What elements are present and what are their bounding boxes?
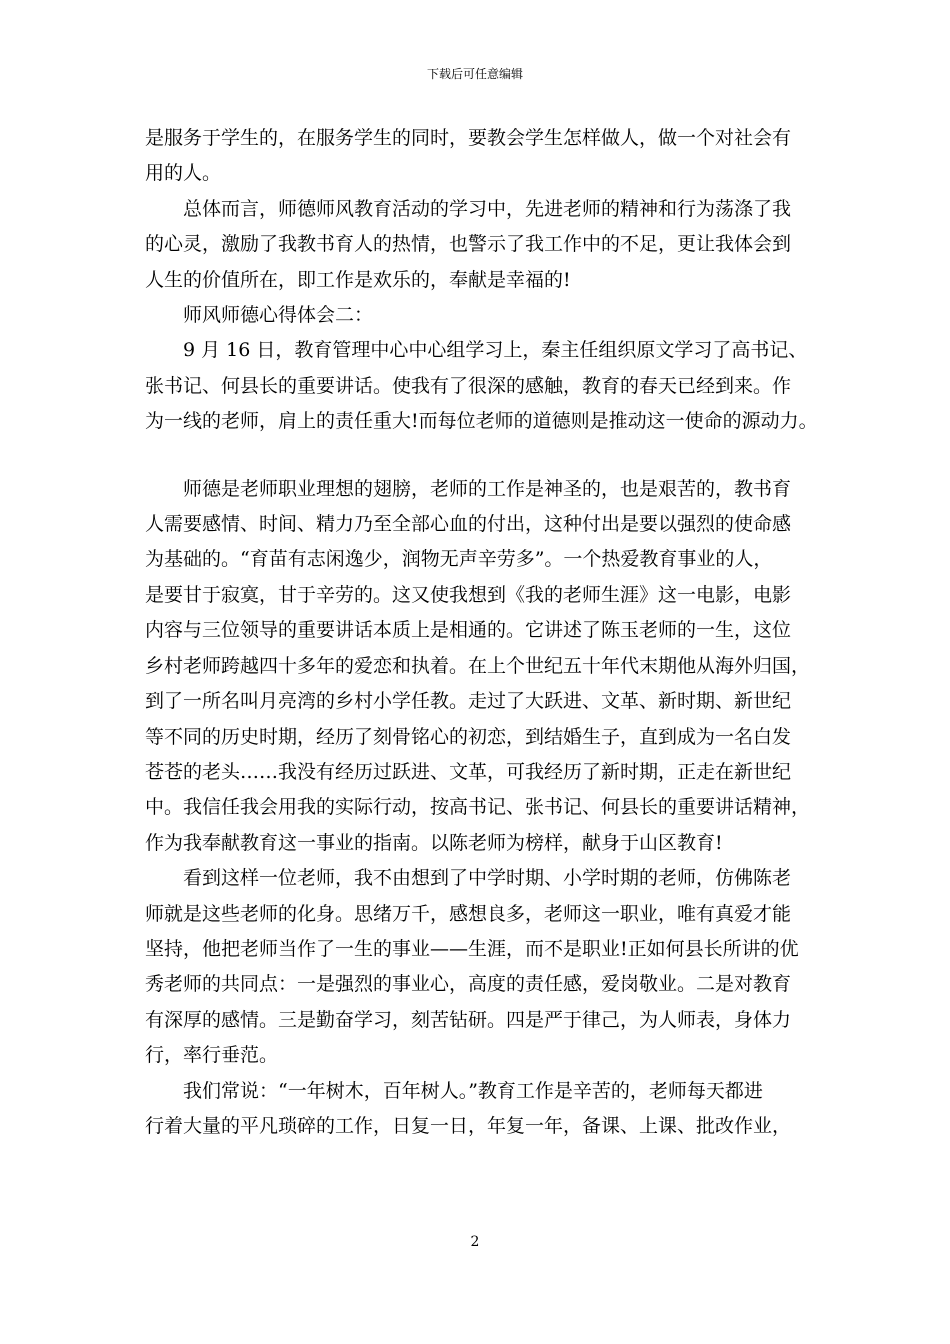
text-line: 师就是这些老师的化身。思绪万千，感想良多，老师这一职业，唯有真爱才能: [145, 902, 792, 925]
text-line: 等不同的历史时期，经历了刻骨铭心的初恋，到结婚生子，直到成为一名白发: [145, 725, 792, 748]
text-line: 有深厚的感情。三是勤奋学习，刻苦钻研。四是严于律己，为人师表，身体力: [145, 1008, 792, 1031]
text-line: 行着大量的平凡琐碎的工作，日复一日，年复一年，备课、上课、批改作业，: [145, 1114, 792, 1137]
text-line: 师德是老师职业理想的翅膀，老师的工作是神圣的，也是艰苦的，教书育: [145, 477, 792, 500]
text-line: 为一线的老师，肩上的责任重大!而每位老师的道德则是推动这一使命的源动力。: [145, 410, 818, 433]
section-heading: 师风师德心得体会二：: [145, 304, 374, 327]
text-line: 我们常说：“一年树木，百年树人。”教育工作是辛苦的，老师每天都进: [145, 1079, 763, 1102]
text-line: 总体而言，师德师风教育活动的学习中，先进老师的精神和行为荡涤了我: [145, 197, 792, 220]
text-line: 为基础的。“育苗有志闲逸少，润物无声辛劳多”。一个热爱教育事业的人，: [145, 548, 773, 571]
document-body: [145, 121, 817, 1144]
text-line: 内容与三位领导的重要讲话本质上是相通的。它讲述了陈玉老师的一生，这位: [145, 619, 792, 642]
text-line: 坚持，他把老师当作了一生的事业——生涯，而不是职业!正如何县长所讲的优: [145, 937, 799, 960]
text-line: 人生的价值所在，即工作是欢乐的，奉献是幸福的!: [145, 268, 571, 291]
page-number: 2: [470, 1234, 480, 1250]
text-line: 到了一所名叫月亮湾的乡村小学任教。走过了大跃进、文革、新时期、新世纪: [145, 690, 792, 713]
text-line: 是要甘于寂寞，甘于辛劳的。这又使我想到《我的老师生涯》这一电影，电影: [145, 583, 792, 606]
text-line: 秀老师的共同点：一是强烈的事业心，高度的责任感，爱岗敬业。二是对教育: [145, 973, 792, 996]
page-header: 下载后可任意编辑: [426, 67, 523, 81]
text-line: 苍苍的老头……我没有经历过跃进、文革，可我经历了新时期，正走在新世纪: [145, 760, 792, 783]
text-line: 作为我奉献教育这一事业的指南。以陈老师为榜样，献身于山区教育!: [145, 831, 723, 854]
text-line: 乡村老师跨越四十多年的爱恋和执着。在上个世纪五十年代末期他从海外归国，: [145, 654, 811, 677]
text-line: 人需要感情、时间、精力乃至全部心血的付出，这种付出是要以强烈的使命感: [145, 513, 792, 536]
text-line: 的心灵，激励了我教书育人的热情，也警示了我工作中的不足，更让我体会到: [145, 233, 792, 256]
text-line: 行，率行垂范。: [145, 1044, 279, 1067]
text-line: 9 月 16 日，教育管理中心中心组学习上，秦主任组织原文学习了高书记、: [145, 339, 808, 362]
text-line: 是服务于学生的，在服务学生的同时，要教会学生怎样做人，做一个对社会有: [145, 127, 792, 149]
text-line: 看到这样一位老师，我不由想到了中学时期、小学时期的老师，仿佛陈老: [145, 867, 792, 890]
text-line: 中。我信任我会用我的实际行动，按高书记、张书记、何县长的重要讲话精神，: [145, 796, 811, 819]
paragraph-gap: [145, 440, 817, 472]
text-line: 张书记、何县长的重要讲话。使我有了很深的感触，教育的春天已经到来。作: [145, 374, 792, 397]
text-line: 用的人。: [145, 162, 222, 185]
